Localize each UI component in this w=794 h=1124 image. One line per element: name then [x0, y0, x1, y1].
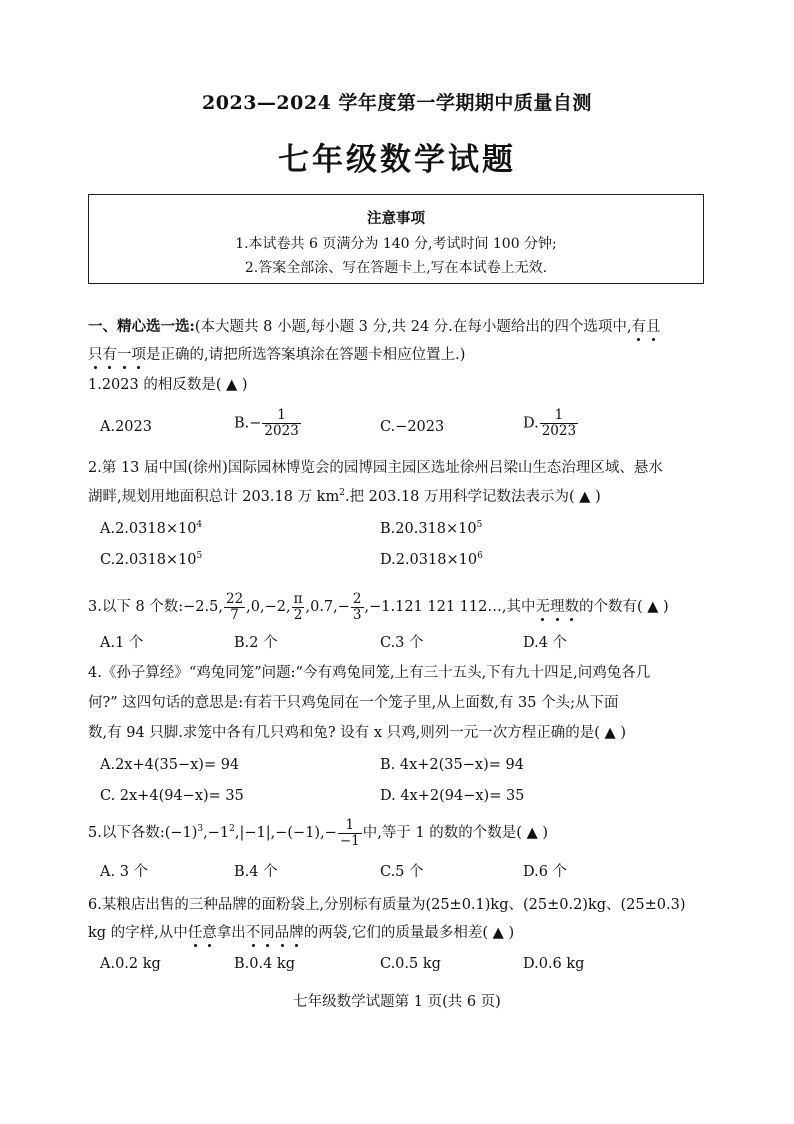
q3-f3-num: 2: [352, 590, 362, 607]
q3-fraction-2: [292, 592, 305, 623]
q1-b-fraction: [262, 408, 300, 439]
q3-prefix: 3.以下 8 个数:−2.5,: [88, 599, 223, 615]
emphasis-char: 有: [102, 347, 117, 363]
q4-option-c: C. 2x+4(94−x)= 35: [100, 788, 244, 804]
emphasis-char: 只: [88, 347, 103, 363]
q6-line2-a: kg 的字样,从中: [88, 925, 188, 941]
q3-f1-den: 7: [224, 607, 245, 623]
q2-option-d: [380, 551, 483, 569]
q3-mid1: ,0,−2,: [246, 599, 291, 615]
page-footer: 七年级数学试题第 1 页(共 6 页): [293, 994, 501, 1010]
q5-option-a: A. 3 个: [100, 864, 149, 880]
emphasis-char: 品: [274, 925, 290, 941]
q1-d-prefix: D.: [523, 415, 539, 432]
q5-f-den: −1: [339, 832, 360, 849]
q6-option-a: A.0.2 kg: [100, 956, 161, 972]
q6-option-b: B.0.4 kg: [234, 956, 296, 972]
q2-line2-a: 湖畔,规划用地面积总计 203.18 万 km: [88, 489, 340, 505]
q3-close: ): [663, 599, 669, 615]
q4-line3: [88, 724, 626, 742]
notice-item-1: 1.本试卷共 6 页满分为 140 分,考试时间 100 分钟;: [235, 236, 557, 252]
q6-option-d: D.0.6 kg: [523, 956, 585, 972]
q2-line2-b: .把 203.18 万用科学记数法表示为(: [344, 489, 575, 505]
section1-intro-line1: [88, 318, 661, 336]
emphasis-char: 意: [202, 925, 217, 941]
q2-line2: [88, 488, 601, 506]
q5-mid2: ,|−1|,−(−1),−: [234, 825, 337, 841]
section1-intro-a: (本大题共 8 小题,每小题 3 分,共 24 分.在每小题给出的四个选项中,: [194, 319, 632, 335]
q4-line1: 4.《孙子算经》“鸡兔同笼”问题:“今有鸡兔同笼,上有三十五头,下有九十四足,问鸡兔各几: [88, 665, 651, 681]
q6-line2: [88, 924, 514, 942]
q5-mid: ,−1: [203, 825, 230, 841]
q4-option-a: A.2x+4(35−x)= 94: [100, 757, 240, 773]
answer-mark: ▲: [604, 725, 616, 741]
q5-prefix: 5.以下各数:(−1): [88, 825, 198, 841]
q4-close: ): [620, 725, 626, 741]
emphasis-char: 且: [646, 319, 661, 335]
q2-d-base: D.2.0318×10: [380, 552, 478, 568]
answer-mark: ▲: [226, 377, 238, 393]
q1-d-fraction: [540, 408, 578, 439]
q4-line3-text: 数,有 94 只脚.求笼中各有几只鸡和兔? 设有 x 只鸡,则列一元一次方程正确的是(: [88, 725, 600, 741]
q2-km-sup: 2: [339, 488, 345, 498]
q3-f3-den: 3: [352, 606, 362, 623]
q1-d-den: 2023: [541, 423, 577, 439]
q1-option-a: A.2023: [100, 419, 152, 435]
q6-close: ): [508, 925, 515, 941]
q3-fraction-1: [224, 592, 245, 623]
q4-option-b: B. 4x+2(35−x)= 94: [380, 757, 524, 773]
q1-b-num: 1: [277, 407, 286, 423]
q5-suffix: 中,等于 1 的数的个数是(: [362, 825, 522, 841]
q4-option-d: D. 4x+2(94−x)= 35: [380, 788, 525, 804]
q1-close: ): [241, 377, 248, 393]
q5-fraction: [338, 818, 362, 849]
q6-dotted-2: [246, 925, 304, 941]
q1-option-c: C.−2023: [380, 419, 445, 435]
q2-close: ): [595, 489, 601, 505]
term-title: 2023—2024 学年度第一学期期中质量自测: [202, 92, 592, 114]
exam-title: 七年级数学试题: [278, 142, 516, 178]
section1-dotted-2: [88, 347, 146, 363]
emphasis-char: 项: [131, 347, 146, 363]
q1-option-d: [523, 408, 579, 439]
notice-item-2: 2.答案全部涂、写在答题卡上,写在本试卷上无效.: [244, 260, 548, 276]
q1-stem-text: 1.2023 的相反数是(: [88, 377, 222, 393]
q2-c-base: C.2.0318×10: [100, 552, 197, 568]
q1-option-b: [234, 408, 302, 439]
q5-stem: [88, 815, 548, 851]
q2-a-exp: 4: [196, 520, 203, 530]
q3-stem: [88, 589, 669, 625]
q2-option-b: [380, 520, 482, 538]
emphasis-char: 一: [117, 347, 132, 363]
q5-option-c: C.5 个: [380, 864, 424, 880]
q4-line2: 何?” 这四句话的意思是:有若干只鸡兔同在一个笼子里,从上面数,有 35 个头;从下面: [88, 695, 619, 711]
q5-f-num: 1: [345, 816, 355, 833]
q2-d-exp: 6: [477, 551, 483, 561]
q3-suffix: 的个数有(: [578, 599, 643, 615]
q2-line1: 2.第 13 届中国(徐州)国际园林博览会的园博园主园区选址徐州吕梁山生态治理区域、悬水: [88, 460, 663, 476]
q3-f2-num: π: [293, 590, 303, 607]
q5-close: ): [542, 825, 549, 841]
answer-mark: ▲: [579, 489, 591, 505]
q2-a-base: A.2.0318×10: [100, 521, 197, 537]
q2-b-exp: 5: [476, 520, 483, 530]
q3-mid2: ,0.7,−: [305, 599, 350, 615]
q5-sup2: 2: [229, 824, 235, 834]
q5-option-d: D.6 个: [523, 864, 568, 880]
q3-option-a: A.1 个: [100, 635, 144, 651]
q5-sup: 3: [197, 824, 204, 834]
emphasis-char: 任: [187, 925, 203, 941]
emphasis-char: 牌: [289, 925, 304, 941]
q6-line2-b: 拿出: [216, 925, 246, 941]
emphasis-char: 无: [535, 599, 550, 615]
q6-line1: 6.某粮店出售的三种品牌的面粉袋上,分别标有质量为(25±0.1)kg、(25±0.2)kg、(25±0.3): [88, 897, 686, 913]
q2-c-exp: 5: [196, 551, 203, 561]
q3-f1-num: 22: [225, 590, 244, 607]
q1-stem: [88, 376, 248, 394]
q6-dotted-1: [188, 925, 217, 941]
answer-mark: ▲: [647, 599, 659, 615]
q5-option-b: B.4 个: [234, 864, 278, 880]
q1-d-num: 1: [554, 407, 564, 423]
emphasis-char: 同: [260, 925, 275, 941]
q6-option-c: C.0.5 kg: [380, 956, 441, 972]
q3-option-c: C.3 个: [380, 635, 424, 651]
q3-option-b: B.2 个: [234, 635, 278, 651]
q2-option-c: [100, 551, 202, 569]
q6-line2-c: 的两袋,它们的质量最多相差(: [303, 925, 489, 941]
q1-b-prefix: B.−: [234, 415, 262, 432]
emphasis-char: 不: [245, 925, 261, 941]
q1-b-den: 2023: [264, 423, 299, 439]
q3-option-d: D.4 个: [523, 635, 568, 651]
q3-fraction-3: [351, 592, 364, 623]
q3-dotted: [535, 599, 579, 615]
q3-mid3: ,−1.121 121 112…,其中: [364, 599, 536, 615]
emphasis-char: 理: [549, 599, 565, 615]
section1-heading: 一、精心选一选:: [88, 318, 195, 335]
answer-mark: ▲: [492, 925, 504, 941]
q2-option-a: [100, 520, 202, 538]
section1-intro-b: 是正确的,请把所选答案填涂在答题卡相应位置上.): [146, 347, 466, 363]
section1-intro-line2: [88, 346, 465, 364]
notice-title: 注意事项: [367, 210, 425, 227]
section1-dotted-1: [632, 319, 661, 335]
emphasis-char: 数: [564, 599, 579, 615]
answer-mark: ▲: [526, 825, 538, 841]
q3-f2-den: 2: [292, 607, 305, 623]
q2-b-base: B.20.318×10: [380, 521, 477, 537]
emphasis-char: 有: [631, 319, 647, 335]
notice-box: [88, 194, 704, 284]
